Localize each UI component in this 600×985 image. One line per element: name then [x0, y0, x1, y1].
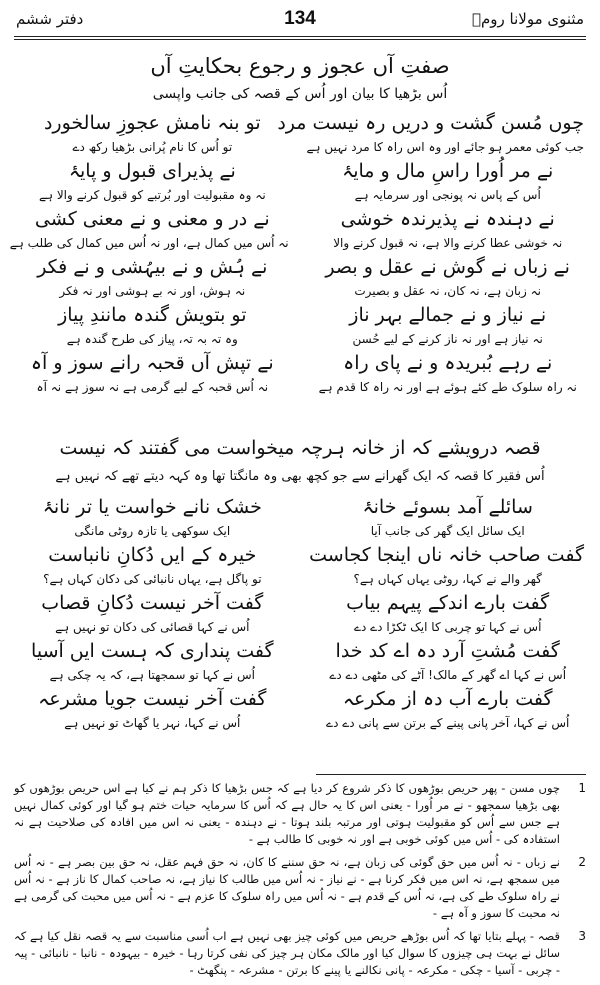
translation-line [16, 330, 584, 348]
section-subheading: اُس فقیر کا قصہ کہ ایک گھرانے سے جو کچھ بھی وہ مانگتا تھا وہ کہہ دیتے تھے کہ نہیں ہے [55, 469, 545, 484]
hemistich-right: نے رہے بُبریدہ و نے پای راہ [343, 352, 553, 374]
section-heading: قصہ درویشے کہ از خانہ ہرچہ میخواست می گفتند کہ نیست [59, 437, 541, 459]
hemistich-right: نے زباں نے گوش نے عقل و بصر [325, 256, 570, 278]
page-number: 134 [284, 8, 316, 29]
footnotes [14, 780, 586, 985]
hemistich-right: گفت مُشتِ آرد دہ اے کد خدا [335, 640, 560, 662]
translation-left: ایک سوکھی یا تازہ روٹی مانگی [74, 524, 231, 538]
translation-line [16, 522, 584, 540]
hemistich-left: تو بنہ نامش عجوزِ سالخورد [43, 112, 261, 134]
hemistich-left: گفت آخر نیست جویا مشرعہ [38, 688, 267, 710]
footnote-rule [316, 774, 586, 775]
header-rule [14, 36, 586, 37]
hemistich-right: گفت صاحب خانہ ناں اینجا کجاست [309, 544, 584, 566]
hemistich-right: نے نیاز و نے جمالے بہر ناز [349, 304, 547, 326]
hemistich-right: نے مر اُورا راسِ مال و مایۂ [342, 160, 554, 182]
translation-right: گھر والے نے کہا، روٹی یہاں کہاں ہے؟ [353, 572, 542, 586]
translation-right: نہ زبان ہے، نہ کان، نہ عقل و بصیرت [354, 284, 541, 298]
couplets-section-2 [16, 492, 584, 732]
footnote-text: چوں مسن - پھر حریص بوڑھوں کا ذکر شروع کر دیا ہے کہ جس بڑھیا کا ذکر ہم نے کیا ہے اس حریص بوڑھوں کو بھی بڑھیا سمجھو - نے مر اُورا - یعنی اس کا یہ حال ہے کہ اُس کا سرمایہ حیات ختم ہو گیا اور کوئی کمال نہیں ہے جس سے اُس کو مقبولیت ہوتی اور مرتبہ بلند ہوتا - نے دہندہ - یعنی نہ اس میں افادہ کی صلاحیت ہے نہ استفادہ کی - اُس میں کوئی خوبی ہے اور نہ خوبی کا طالب ہے - [14, 781, 560, 846]
verse-line [16, 156, 584, 186]
chapter-title: صفتِ آں عجوز و رجوع بحکایتِ آں [150, 54, 450, 78]
verse-line [16, 588, 584, 618]
translation-right: اُس نے کہا اے گھر کے مالک! آٹے کی مٹھی دے دے [329, 668, 567, 682]
translation-line [16, 618, 584, 636]
translation-left: تو اُس کا نام پُرانی بڑھیا رکھ دے [72, 140, 233, 154]
hemistich-left: خیرہ کے ایں دُکانِ نانباست [48, 544, 257, 566]
translation-right: نہ نیاز ہے اور نہ ناز کرنے کے لیے حُسن [352, 332, 543, 346]
translation-left: اُس نے کہا تو سمجھتا ہے، کہ یہ چکی ہے [49, 668, 255, 682]
translation-right: ایک سائل ایک گھر کی جانب آیا [370, 524, 525, 538]
hemistich-right: چوں مُسن گشت و دریں رہ نیست مرد [277, 112, 584, 134]
hemistich-left: خشک نانے خواست یا تر نانۂ [42, 496, 262, 518]
translation-left: نہ اُس قحبہ کے لیے گرمی ہے نہ سوز ہے نہ آہ [36, 380, 269, 394]
translation-right: اُس کے پاس نہ پونجی اور سرمایہ ہے [354, 188, 541, 202]
verse-line [16, 492, 584, 522]
book-title: مثنوی مولانا رومؒ [472, 10, 584, 28]
verse-line [16, 540, 584, 570]
hemistich-right: نے دہندہ نے پذیرندہ خوشی [340, 208, 555, 230]
footnote-number: 1 [578, 781, 586, 795]
hemistich-right: گفت بارے آب دہ از مکرعہ [342, 688, 553, 710]
translation-right: اُس نے کہا تو چربی کا ایک ٹکڑا دے دے [353, 620, 542, 634]
translation-line [9, 234, 584, 252]
translation-left: نہ ہوش، اور نہ بے ہوشی اور نہ فکر [59, 284, 246, 298]
verse-line [16, 204, 584, 234]
translation-line [16, 570, 584, 588]
verse-line [16, 684, 584, 714]
hemistich-left: نے در و معنی و نے معنی کشی [34, 208, 270, 230]
translation-line [16, 186, 584, 204]
verse-line [16, 252, 584, 282]
translation-line [16, 282, 584, 300]
verse-line [16, 108, 584, 138]
hemistich-left: نے تپش آں قحبہ رانے سوز و آہ [30, 352, 274, 374]
hemistich-right: گفت بارے اندکے پیہم بیاب [346, 592, 550, 614]
translation-line [16, 138, 584, 156]
translation-left: اُس نے کہا، نہر یا گھاٹ تو نہیں ہے [64, 716, 241, 730]
translation-left: نہ اُس میں کمال ہے، اور نہ اُس میں کمال کی طلب ہے [9, 236, 289, 250]
footnote [14, 928, 586, 979]
hemistich-left: گفت آخر نیست دُکانِ قصاب [41, 592, 264, 614]
footnote [14, 854, 586, 922]
hemistich-left: گفت پنداری کہ ہست ایں آسیا [31, 640, 274, 662]
footnote-number: 2 [578, 855, 586, 869]
footnote-text: نے زباں - نہ اُس میں حق گوئی کی زبان ہے، نہ حق سننے کا کان، نہ حق فہم عقل، نہ حق بین بصر ہے - نہ اُس میں سمجھ ہے، نہ اس میں فکر کرنا ہے - نے نیاز - نہ اُس میں طالب کا نیاز ہے، نہ صاحب کمال کا ناز ہے - نہ اُس نے راہ سلوک طے کی ہے، نہ اُس کے قدم ہے - نہ اُس میں راہ سلوک کا عزم ہے - نہ اُس میں محبت کی گرمی ہے نہ محبت کا سوز و آہ ہے - [14, 855, 560, 920]
page-header [12, 8, 588, 34]
footnote-number: 3 [578, 929, 586, 943]
hemistich-left: نے پذیرای قبول و پایۂ [68, 160, 236, 182]
translation-line [16, 666, 584, 684]
translation-left: وہ تہ بہ تہ، پیاز کی طرح گندہ ہے [66, 332, 238, 346]
volume-label: دفتر ششم [16, 10, 84, 28]
translation-right: اُس نے کہا، آخر پانی پینے کے برتن سے پانی دے دے [326, 716, 570, 730]
translation-left: نہ وہ مقبولیت اور بُرتبے کو قبول کرنے والا ہے [38, 188, 266, 202]
translation-left: تو پاگل ہے، یہاں نانبائی کی دکان کہاں ہے؟ [43, 572, 262, 586]
footnote-text: قصہ - پہلے بتایا تھا کہ اُس بوڑھے حریص میں کوئی چیز بھی نہیں ہے اب اُسی مناسبت سے یہ قصہ نقل کیا ہے کہ سائل نے بہت ہی چیزوں کا سوال کیا اور مالک مکان ہر چیز کی نفی کرتا رہا - خیرہ - بیہودہ - نانبا - نانبائی - پیہ - چربی - آسیا - چکی - مکرعہ - پانی نکالنے یا پینے کا برتن - مشرعہ - پنگھٹ - [14, 929, 560, 977]
verse-line [16, 348, 584, 378]
footnote [14, 780, 586, 848]
header-rule-double [14, 39, 586, 40]
translation-right: نہ خوشی عطا کرنے والا ہے، نہ قبول کرنے والا [333, 236, 563, 250]
translation-line [16, 714, 584, 732]
verse-line [16, 636, 584, 666]
translation-right: جب کوئی معمر ہو جائے اور وہ اس راہ کا مرد نہیں ہے [306, 140, 584, 154]
translation-right: نہ راہ سلوک طے کئے ہوئے ہے اور نہ راہ کا قدم ہے [318, 380, 577, 394]
translation-left: اُس نے کہا قصائی کی دکان تو نہیں ہے [55, 620, 250, 634]
hemistich-right: سائلے آمد بسوئے خانۂ [362, 496, 533, 518]
translation-line [16, 378, 584, 396]
couplets-section-1 [9, 108, 584, 396]
chapter-subtitle: اُس بڑھیا کا بیان اور اُس کے قصہ کی جانب واپسی [152, 86, 448, 102]
verse-line [16, 300, 584, 330]
hemistich-left: نے ہُش و نے بیہُشی و نے فکر [37, 256, 268, 278]
hemistich-left: تو بتویش گندہ مانندِ پیاز [58, 304, 247, 326]
